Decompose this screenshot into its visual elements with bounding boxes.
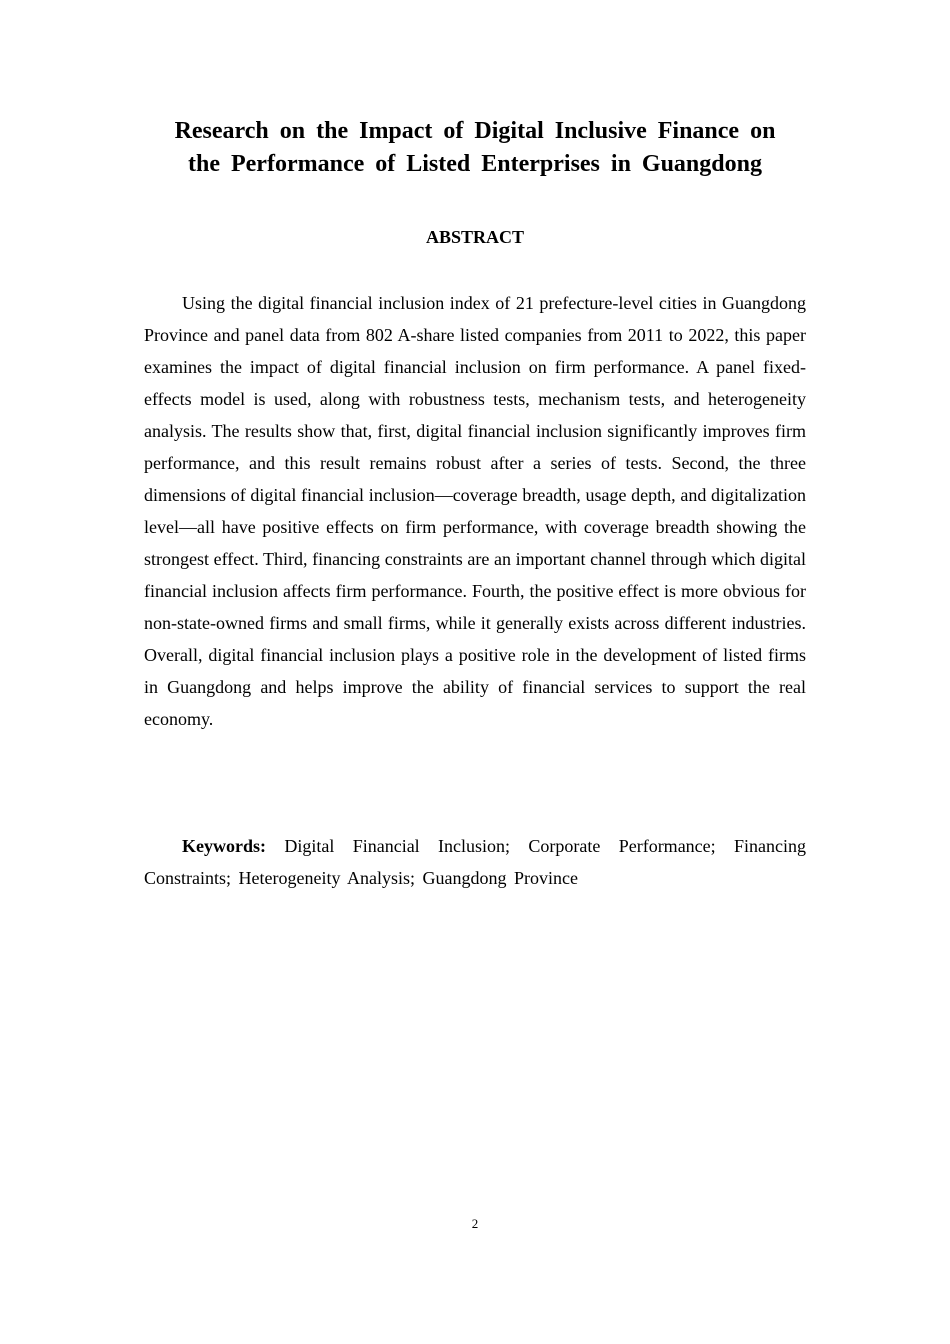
paper-title-line-1: Research on the Impact of Digital Inclusive Finance on (174, 118, 776, 144)
keywords-paragraph (144, 830, 806, 894)
abstract-body: Using the digital financial inclusion index of 21 prefecture-level cities in Guangdong Province and panel data from 802 A-share listed companies from 2011 to 2022, this paper examines the impact of digital financial inclusion on firm performance. A panel fixed-effects model is used, along with robustness tests, mechanism tests, and heterogeneity analysis. The results show that, first, digital financial inclusion significantly improves firm performance, and this result remains robust after a series of tests. Second, the three dimensions of digital financial inclusion—coverage breadth, usage depth, and digitalization level—all have positive effects on firm performance, with coverage breadth showing the strongest effect. Third, financing constraints are an important channel through which digital financial inclusion affects firm performance. Fourth, the positive effect is more obvious for non-state-owned firms and small firms, while it generally exists across different industries. Overall, digital financial inclusion plays a positive role in the development of listed firms in Guangdong and helps improve the ability of financial services to support the real economy. (144, 293, 806, 729)
paper-title-line-2: the Performance of Listed Enterprises in Guangdong (188, 151, 762, 177)
keywords-label: Keywords: (182, 836, 266, 856)
keywords-text: Digital Financial Inclusion; Corporate Performance; Financing Constraints; Heterogeneity Analysis; Guangdong Province (144, 836, 806, 888)
abstract-heading: ABSTRACT (425, 227, 525, 247)
page-number: 2 (471, 1216, 479, 1231)
paper-title (140, 115, 810, 181)
